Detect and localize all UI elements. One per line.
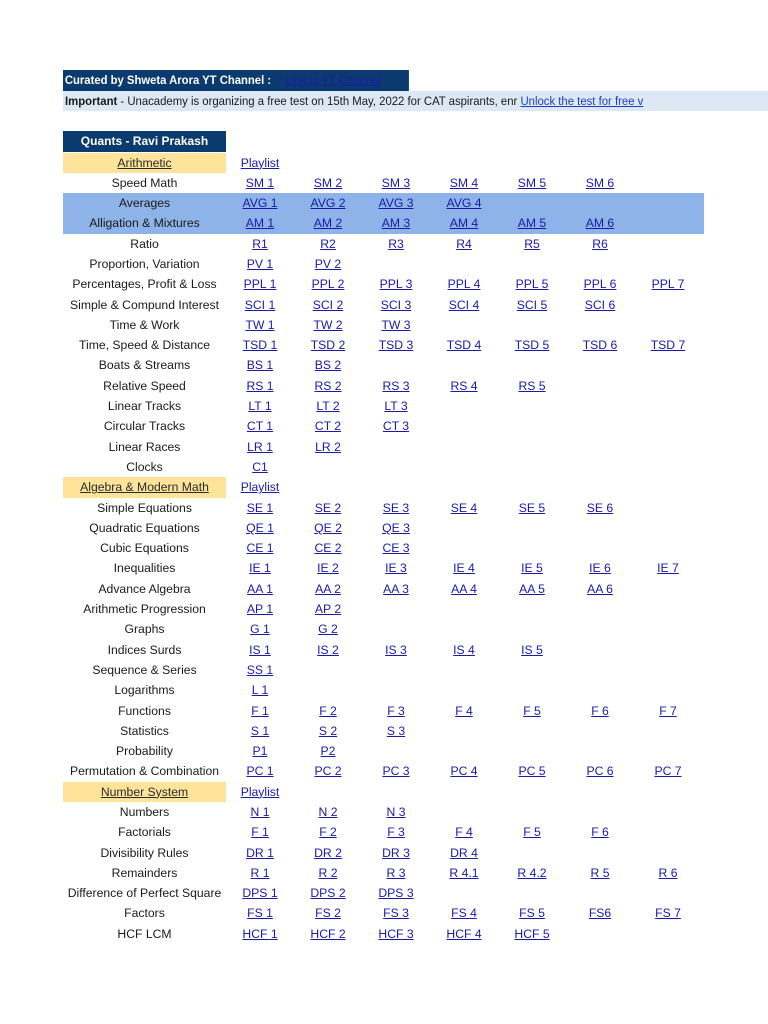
video-link[interactable]: PV 2 bbox=[314, 256, 342, 271]
video-link[interactable]: BS 2 bbox=[314, 358, 342, 373]
video-link[interactable]: PC 7 bbox=[654, 764, 682, 779]
video-link[interactable]: R5 bbox=[524, 236, 540, 251]
video-link[interactable]: R1 bbox=[252, 236, 268, 251]
topic-row bbox=[0, 498, 768, 518]
video-link[interactable]: CT 1 bbox=[246, 419, 274, 434]
video-link[interactable]: AA 2 bbox=[315, 581, 341, 596]
video-link[interactable]: C1 bbox=[252, 459, 268, 474]
video-link[interactable]: N 2 bbox=[318, 805, 338, 819]
video-link[interactable]: FS 2 bbox=[315, 906, 341, 921]
topic-row bbox=[0, 538, 768, 558]
topic-label: Relative Speed bbox=[103, 378, 186, 393]
topic-row bbox=[0, 254, 768, 274]
playlist-link[interactable]: Playlist bbox=[240, 155, 280, 170]
video-link[interactable]: AA 5 bbox=[519, 581, 545, 596]
topic-row bbox=[0, 416, 768, 436]
video-link[interactable]: F 6 bbox=[591, 825, 609, 840]
important-text: - Unacademy is organizing a free test on 15th May, 2022 for CAT aspirants, enr bbox=[117, 94, 518, 108]
video-link[interactable]: FS 3 bbox=[383, 906, 409, 921]
video-link[interactable]: PC 1 bbox=[246, 764, 274, 779]
video-link[interactable]: DPS 1 bbox=[242, 886, 278, 901]
video-link[interactable]: PC 2 bbox=[314, 764, 342, 779]
video-link[interactable]: LT 1 bbox=[248, 399, 272, 414]
video-link[interactable]: SCI 4 bbox=[448, 297, 480, 312]
video-link[interactable]: PPL 3 bbox=[379, 277, 413, 292]
topic-label: Permutation & Combination bbox=[69, 764, 220, 779]
topic-label: Circular Tracks bbox=[103, 419, 186, 434]
video-link[interactable]: AM 6 bbox=[585, 216, 615, 231]
section-label: Algebra & Modern Math bbox=[63, 477, 226, 497]
video-link[interactable]: HCF 3 bbox=[378, 926, 414, 941]
topic-row bbox=[0, 274, 768, 294]
topic-label: Indices Surds bbox=[107, 642, 182, 657]
video-link[interactable]: CE 3 bbox=[382, 541, 410, 556]
video-link[interactable]: R 2 bbox=[318, 865, 338, 880]
video-link[interactable]: TW 2 bbox=[313, 317, 343, 332]
video-link[interactable]: F 4 bbox=[455, 703, 473, 718]
topic-label: Graphs bbox=[124, 622, 165, 637]
video-link[interactable]: FS 5 bbox=[519, 906, 545, 921]
video-link[interactable]: R6 bbox=[592, 236, 608, 251]
video-link[interactable]: G 1 bbox=[250, 622, 270, 637]
video-link[interactable]: DR 1 bbox=[246, 845, 274, 860]
video-link[interactable]: QE 1 bbox=[246, 520, 274, 535]
video-link[interactable]: RS 5 bbox=[518, 378, 546, 393]
video-link[interactable]: PPL 1 bbox=[243, 277, 277, 292]
video-link[interactable]: AA 3 bbox=[383, 581, 409, 596]
video-link[interactable]: PPL 6 bbox=[583, 277, 617, 292]
video-link[interactable]: CT 3 bbox=[382, 419, 410, 434]
video-link[interactable]: AA 1 bbox=[247, 581, 273, 596]
video-link[interactable]: SE 4 bbox=[450, 500, 478, 515]
video-link[interactable]: R2 bbox=[320, 236, 336, 251]
topic-row bbox=[0, 396, 768, 416]
section-row bbox=[0, 477, 768, 497]
video-link[interactable]: PPL 5 bbox=[515, 277, 549, 292]
video-link[interactable]: N 3 bbox=[386, 805, 406, 819]
topic-row bbox=[0, 335, 768, 355]
video-link[interactable]: IE 1 bbox=[249, 561, 271, 576]
topic-row bbox=[0, 355, 768, 375]
yt-channel-link[interactable]: Link to YT Channel bbox=[285, 73, 382, 87]
video-link[interactable]: PPL 2 bbox=[311, 277, 345, 292]
video-link[interactable]: IE 2 bbox=[317, 561, 339, 576]
topic-row bbox=[0, 883, 768, 903]
topic-row bbox=[0, 376, 768, 396]
topic-row bbox=[0, 599, 768, 619]
video-link[interactable]: F 1 bbox=[251, 825, 269, 840]
topic-row bbox=[0, 660, 768, 680]
video-link[interactable]: TSD 1 bbox=[242, 338, 278, 353]
video-link[interactable]: IE 3 bbox=[385, 561, 407, 576]
video-link[interactable]: FS6 bbox=[588, 906, 612, 921]
topic-row bbox=[0, 924, 768, 944]
video-link[interactable]: R 6 bbox=[658, 865, 678, 880]
video-link[interactable]: SCI 3 bbox=[380, 297, 412, 312]
video-link[interactable]: SE 6 bbox=[586, 500, 614, 515]
topic-row bbox=[0, 558, 768, 578]
topic-label: Ratio bbox=[130, 236, 159, 251]
video-link[interactable]: F 7 bbox=[659, 703, 677, 718]
quants-section-header: Quants - Ravi Prakash bbox=[63, 131, 226, 152]
topic-label: Advance Algebra bbox=[98, 581, 191, 596]
section-label: Number System bbox=[63, 782, 226, 802]
video-link[interactable]: P1 bbox=[252, 744, 268, 759]
playlist-link[interactable]: Playlist bbox=[240, 784, 280, 799]
video-link[interactable]: CE 2 bbox=[314, 541, 342, 556]
video-link[interactable]: SM 5 bbox=[517, 175, 547, 190]
topic-row bbox=[0, 437, 768, 457]
topic-row bbox=[0, 761, 768, 781]
video-link[interactable]: P2 bbox=[320, 744, 336, 759]
topic-row bbox=[0, 518, 768, 538]
video-link[interactable]: SM 1 bbox=[245, 175, 275, 190]
topic-row bbox=[0, 822, 768, 842]
topic-label: Probability bbox=[116, 744, 173, 759]
video-link[interactable]: SE 3 bbox=[382, 500, 410, 515]
topic-label: Logarithms bbox=[114, 683, 175, 698]
video-link[interactable]: QE 2 bbox=[314, 520, 342, 535]
video-link[interactable]: F 5 bbox=[523, 703, 541, 718]
video-link[interactable]: HCF 2 bbox=[310, 926, 346, 941]
video-link[interactable]: TSD 2 bbox=[310, 338, 346, 353]
video-link[interactable]: F 2 bbox=[319, 703, 337, 718]
video-link[interactable]: AA 4 bbox=[451, 581, 477, 596]
topic-label: Simple Equations bbox=[97, 500, 192, 515]
video-link[interactable]: SCI 1 bbox=[244, 297, 276, 312]
topic-row bbox=[0, 457, 768, 477]
topic-label: Sequence & Series bbox=[92, 662, 197, 677]
video-link[interactable]: R3 bbox=[388, 236, 404, 251]
topic-label: Percentages, Profit & Loss bbox=[72, 277, 217, 292]
video-link[interactable]: AA 6 bbox=[587, 581, 613, 596]
topic-label: Numbers bbox=[119, 805, 170, 819]
topic-row bbox=[0, 234, 768, 254]
video-link[interactable]: DR 4 bbox=[450, 845, 478, 860]
video-link[interactable]: HCF 1 bbox=[242, 926, 278, 941]
topic-row bbox=[0, 193, 768, 213]
video-link[interactable]: R4 bbox=[456, 236, 472, 251]
topic-row bbox=[0, 619, 768, 639]
video-link[interactable]: FS 7 bbox=[655, 906, 681, 921]
section-label: Arithmetic bbox=[63, 153, 226, 173]
video-link[interactable]: TSD 7 bbox=[650, 338, 686, 353]
video-link[interactable]: SCI 5 bbox=[516, 297, 548, 312]
topic-label: Linear Races bbox=[108, 439, 181, 454]
video-link[interactable]: BS 1 bbox=[246, 358, 274, 373]
video-link[interactable]: TW 3 bbox=[381, 317, 411, 332]
video-link[interactable]: PV 1 bbox=[246, 256, 274, 271]
topic-label: Cubic Equations bbox=[100, 541, 189, 556]
video-link[interactable]: IS 2 bbox=[317, 642, 339, 657]
video-link[interactable]: DR 3 bbox=[382, 845, 410, 860]
video-link[interactable]: SM 2 bbox=[313, 175, 343, 190]
video-link[interactable]: IS 1 bbox=[249, 642, 271, 657]
video-link[interactable]: FS 4 bbox=[451, 906, 477, 921]
video-link[interactable]: LR 1 bbox=[247, 439, 273, 454]
playlist-link[interactable]: Playlist bbox=[240, 480, 280, 495]
video-link[interactable]: PPL 4 bbox=[447, 277, 481, 292]
video-link[interactable]: DPS 2 bbox=[310, 886, 346, 901]
video-link[interactable]: F 1 bbox=[251, 703, 269, 718]
video-link[interactable]: AVG 2 bbox=[310, 196, 346, 211]
topic-row bbox=[0, 701, 768, 721]
topic-label: Functions bbox=[118, 703, 171, 718]
topic-label: Time, Speed & Distance bbox=[79, 338, 210, 353]
topic-label: HCF LCM bbox=[117, 926, 172, 941]
video-link[interactable]: TSD 6 bbox=[582, 338, 618, 353]
curated-by-text: Curated by Shweta Arora YT Channel : bbox=[64, 73, 272, 87]
topic-label: Speed Math bbox=[111, 175, 178, 190]
video-link[interactable]: RS 1 bbox=[246, 378, 274, 393]
video-link[interactable]: PC 6 bbox=[586, 764, 614, 779]
video-link[interactable]: S 2 bbox=[318, 723, 338, 738]
video-link[interactable]: R 3 bbox=[386, 865, 406, 880]
topic-row bbox=[0, 579, 768, 599]
video-link[interactable]: IE 6 bbox=[589, 561, 611, 576]
video-link[interactable]: CT 2 bbox=[314, 419, 342, 434]
video-link[interactable]: N 1 bbox=[250, 805, 270, 819]
topic-label: Factorials bbox=[118, 825, 171, 840]
topic-label: Inequalities bbox=[113, 561, 176, 576]
video-link[interactable]: F 6 bbox=[591, 703, 609, 718]
topic-label: Remainders bbox=[111, 865, 178, 880]
video-link[interactable]: CE 1 bbox=[246, 541, 274, 556]
important-label: Important bbox=[65, 94, 118, 108]
video-link[interactable]: LR 2 bbox=[315, 439, 341, 454]
unlock-test-link[interactable]: Unlock the test for free v bbox=[520, 94, 644, 108]
video-link[interactable]: IE 7 bbox=[657, 561, 679, 576]
topics-table bbox=[0, 153, 768, 945]
section-row bbox=[0, 782, 768, 802]
video-link[interactable]: AM 1 bbox=[245, 216, 275, 231]
section-row bbox=[0, 153, 768, 173]
video-link[interactable]: TW 1 bbox=[245, 317, 275, 332]
video-link[interactable]: R 4.1 bbox=[449, 865, 479, 880]
topic-row bbox=[0, 295, 768, 315]
video-link[interactable]: AM 4 bbox=[449, 216, 479, 231]
video-link[interactable]: AP 2 bbox=[314, 602, 342, 617]
video-link[interactable]: F 3 bbox=[387, 825, 405, 840]
video-link[interactable]: R 4.2 bbox=[517, 865, 547, 880]
video-link[interactable]: SM 3 bbox=[381, 175, 411, 190]
topic-row bbox=[0, 315, 768, 335]
topic-label: Time & Work bbox=[109, 317, 180, 332]
video-link[interactable]: RS 4 bbox=[450, 378, 478, 393]
video-link[interactable]: DPS 3 bbox=[378, 886, 414, 901]
video-link[interactable]: S 1 bbox=[250, 723, 270, 738]
topic-label: Simple & Compund Interest bbox=[69, 297, 220, 312]
topic-row bbox=[0, 213, 768, 233]
topic-row bbox=[0, 843, 768, 863]
video-link[interactable]: AVG 1 bbox=[242, 196, 278, 211]
topic-label: Linear Tracks bbox=[107, 399, 182, 414]
video-link[interactable]: TSD 5 bbox=[514, 338, 550, 353]
video-link[interactable]: FS 1 bbox=[247, 906, 273, 921]
video-link[interactable]: SE 5 bbox=[518, 500, 546, 515]
video-link[interactable]: PC 4 bbox=[450, 764, 478, 779]
topic-label: Alligation & Mixtures bbox=[89, 216, 200, 231]
video-link[interactable]: QE 3 bbox=[382, 520, 410, 535]
video-link[interactable]: SE 2 bbox=[314, 500, 342, 515]
video-link[interactable]: F 5 bbox=[523, 825, 541, 840]
video-link[interactable]: TSD 4 bbox=[446, 338, 482, 353]
video-link[interactable]: PC 5 bbox=[518, 764, 546, 779]
topic-row bbox=[0, 741, 768, 761]
video-link[interactable]: R 5 bbox=[590, 865, 610, 880]
topic-row bbox=[0, 721, 768, 741]
topic-row bbox=[0, 640, 768, 660]
topic-row bbox=[0, 863, 768, 883]
video-link[interactable]: F 4 bbox=[455, 825, 473, 840]
video-link[interactable]: L 1 bbox=[251, 683, 269, 698]
topic-label: Averages bbox=[118, 196, 171, 211]
video-link[interactable]: RS 2 bbox=[314, 378, 342, 393]
topic-label: Difference of Perfect Square bbox=[67, 886, 222, 901]
video-link[interactable]: HCF 5 bbox=[514, 926, 550, 941]
topic-label: Statistics bbox=[120, 723, 169, 738]
video-link[interactable]: LT 3 bbox=[384, 399, 408, 414]
video-link[interactable]: S 3 bbox=[386, 723, 406, 738]
topic-label: Factors bbox=[124, 906, 165, 921]
video-link[interactable]: RS 3 bbox=[382, 378, 410, 393]
video-link[interactable]: IE 5 bbox=[521, 561, 543, 576]
video-link[interactable]: SCI 2 bbox=[312, 297, 344, 312]
topic-label: Boats & Streams bbox=[98, 358, 191, 373]
video-link[interactable]: PPL 7 bbox=[651, 277, 685, 292]
topic-row bbox=[0, 173, 768, 193]
topic-label: Clocks bbox=[126, 459, 163, 474]
video-link[interactable]: AVG 4 bbox=[446, 196, 482, 211]
video-link[interactable]: TSD 3 bbox=[378, 338, 414, 353]
video-link[interactable]: SM 4 bbox=[449, 175, 479, 190]
video-link[interactable]: SCI 6 bbox=[584, 297, 616, 312]
video-link[interactable]: F 3 bbox=[387, 703, 405, 718]
video-link[interactable]: SM 6 bbox=[585, 175, 615, 190]
video-link[interactable]: IS 5 bbox=[521, 642, 543, 657]
topic-label: Divisibility Rules bbox=[100, 845, 189, 860]
topic-label: Proportion, Variation bbox=[89, 256, 200, 271]
video-link[interactable]: IS 3 bbox=[385, 642, 407, 657]
curated-by-banner bbox=[63, 70, 409, 91]
video-link[interactable]: DR 2 bbox=[314, 845, 342, 860]
topic-label: Quadratic Equations bbox=[89, 520, 200, 535]
topic-row bbox=[0, 680, 768, 700]
video-link[interactable]: AVG 3 bbox=[378, 196, 414, 211]
video-link[interactable]: SE 1 bbox=[246, 500, 274, 515]
video-link[interactable]: AM 5 bbox=[517, 216, 547, 231]
video-link[interactable]: SS 1 bbox=[246, 662, 274, 677]
video-link[interactable]: PC 3 bbox=[382, 764, 410, 779]
video-link[interactable]: AP 1 bbox=[246, 602, 274, 617]
video-link[interactable]: HCF 4 bbox=[446, 926, 482, 941]
video-link[interactable]: F 2 bbox=[319, 825, 337, 840]
video-link[interactable]: IE 4 bbox=[453, 561, 475, 576]
important-notice bbox=[63, 91, 768, 111]
video-link[interactable]: R 1 bbox=[250, 865, 270, 880]
video-link[interactable]: AM 2 bbox=[313, 216, 343, 231]
video-link[interactable]: LT 2 bbox=[316, 399, 340, 414]
video-link[interactable]: G 2 bbox=[318, 622, 338, 637]
topic-row bbox=[0, 903, 768, 923]
video-link[interactable]: IS 4 bbox=[453, 642, 475, 657]
topic-label: Arithmetic Progression bbox=[83, 602, 206, 617]
video-link[interactable]: AM 3 bbox=[381, 216, 411, 231]
topic-row bbox=[0, 802, 768, 822]
